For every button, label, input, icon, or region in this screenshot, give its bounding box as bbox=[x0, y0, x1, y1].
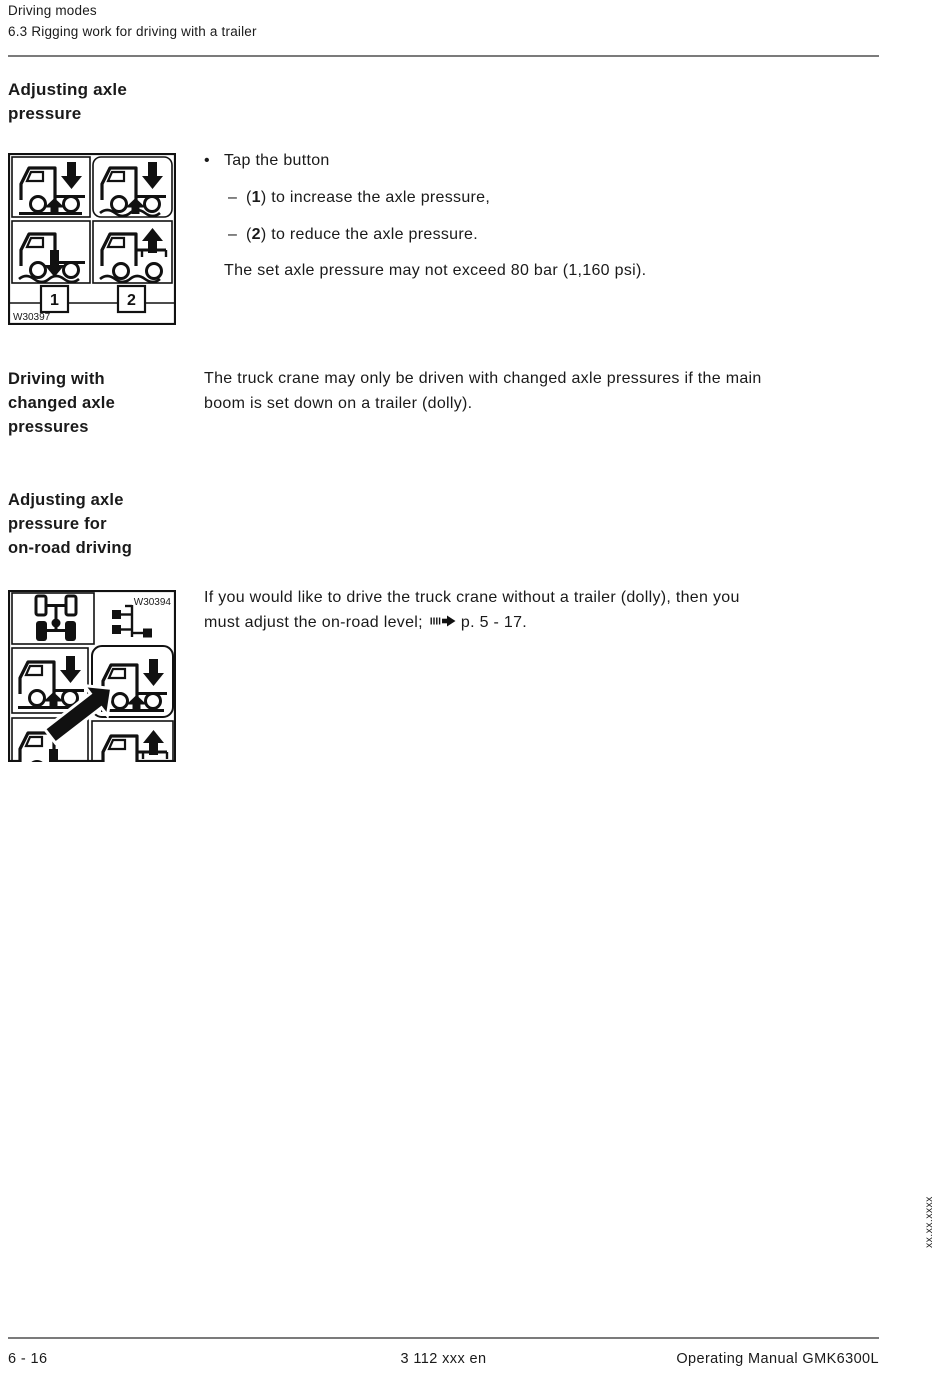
breadcrumb-section: 6.3 Rigging work for driving with a trailer bbox=[8, 24, 257, 39]
footer-manual-title: Operating Manual GMK6300L bbox=[676, 1351, 879, 1367]
dash-icon: – bbox=[228, 226, 238, 243]
paragraph-text: must adjust the on-road level; bbox=[204, 614, 423, 631]
section-heading-adjusting-axle-pressure-line2: pressure bbox=[8, 104, 82, 123]
margin-heading-onroad-line3: on-road driving bbox=[8, 539, 132, 557]
list-item-text: Tap the button bbox=[224, 152, 330, 169]
subitem-text: ( bbox=[246, 226, 252, 243]
margin-heading-driving-changed-line2: changed axle bbox=[8, 394, 115, 412]
callout-2-label: 2 bbox=[127, 292, 136, 309]
section-heading-adjusting-axle-pressure-line1: Adjusting axle bbox=[8, 80, 127, 99]
button-number-ref: 1 bbox=[251, 189, 261, 206]
dash-icon: – bbox=[228, 189, 238, 206]
margin-heading-onroad-line1: Adjusting axle bbox=[8, 491, 124, 509]
page-reference-text: p. 5 - 17. bbox=[460, 614, 528, 631]
bullet-icon: • bbox=[204, 152, 210, 169]
list-subitem bbox=[228, 189, 490, 207]
breadcrumb-chapter: Driving modes bbox=[8, 3, 97, 18]
callout-1-label: 1 bbox=[50, 292, 59, 309]
margin-heading-driving-changed-line3: pressures bbox=[8, 418, 89, 436]
paragraph-line bbox=[204, 614, 527, 632]
footer-document-code: 3 112 xxx en bbox=[400, 1351, 487, 1367]
figure-axle-pressure-buttons bbox=[8, 153, 176, 325]
paragraph-line: If you would like to drive the truck crane without a trailer (dolly), then you bbox=[204, 589, 740, 606]
list-subitem bbox=[228, 226, 478, 244]
page-reference-arrow-icon bbox=[430, 614, 456, 628]
header-divider bbox=[8, 55, 879, 57]
note-text: The set axle pressure may not exceed 80 bar (1,160 psi). bbox=[224, 262, 647, 279]
figure-id-label: W30397 bbox=[13, 312, 51, 323]
subitem-text: ( bbox=[246, 189, 252, 206]
footer-page-number: 6 - 16 bbox=[8, 1351, 48, 1367]
margin-heading-driving-changed-line1: Driving with bbox=[8, 370, 105, 388]
figure-id-label: W30394 bbox=[133, 597, 171, 608]
figure-onroad-level-selection bbox=[8, 590, 176, 762]
list-item bbox=[204, 152, 330, 170]
button-number-ref: 2 bbox=[251, 226, 261, 243]
footer-divider bbox=[8, 1337, 879, 1339]
revision-note-vertical: xx.xx.xxxx bbox=[923, 1196, 935, 1248]
paragraph-line: The truck crane may only be driven with changed axle pressures if the main bbox=[204, 370, 762, 387]
paragraph-line: boom is set down on a trailer (dolly). bbox=[204, 395, 473, 412]
margin-heading-onroad-line2: pressure for bbox=[8, 515, 107, 533]
subitem-text: ) to reduce the axle pressure. bbox=[260, 226, 478, 243]
subitem-text: ) to increase the axle pressure, bbox=[260, 189, 491, 206]
